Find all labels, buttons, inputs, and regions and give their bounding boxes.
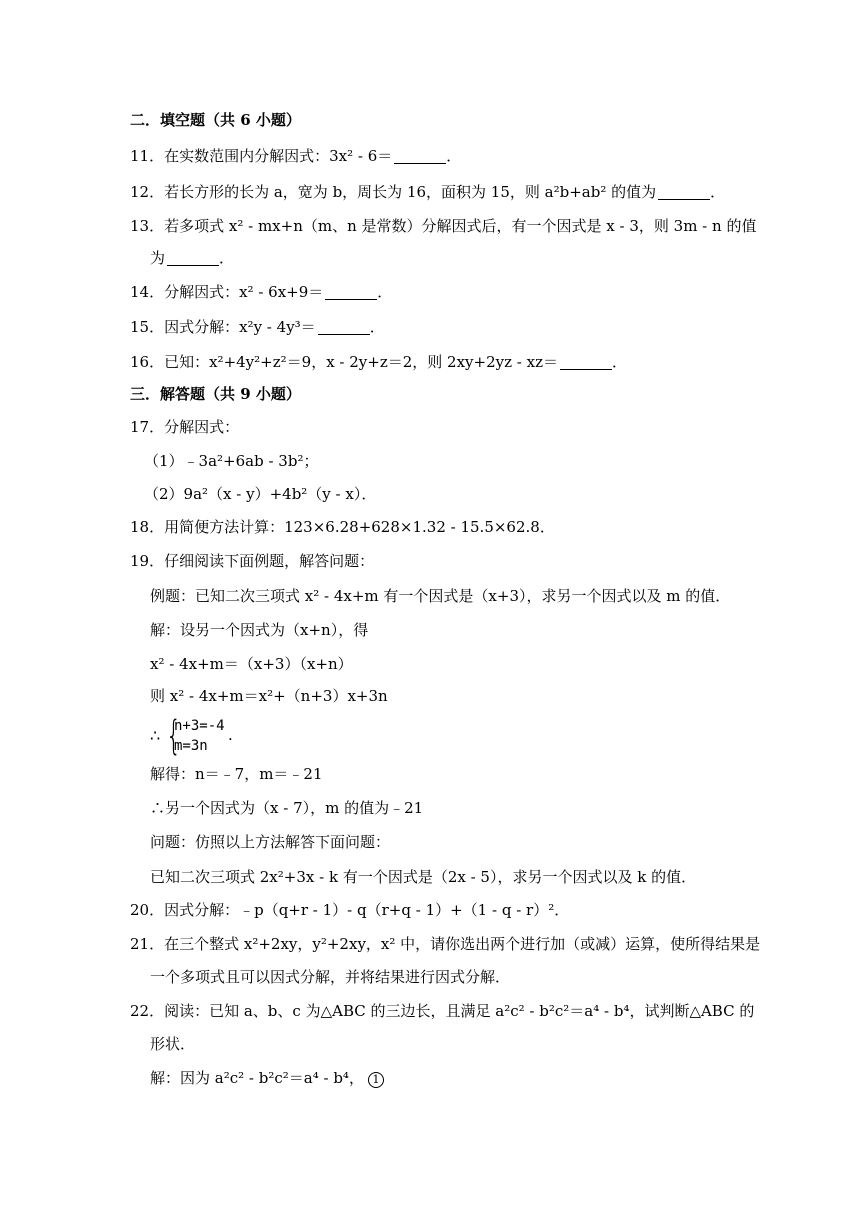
answer-blank xyxy=(325,285,377,300)
question-number: 14． xyxy=(130,283,165,301)
question-text: 分解因式：x² ‑ 6x+9＝ xyxy=(164,283,324,301)
example-equation-2: 则 x² ‑ 4x+m＝x²+（n+3）x+3n xyxy=(150,687,388,705)
question-17-part-1: （1）﹣3a²+6ab ‑ 3b²； xyxy=(144,452,319,470)
question-16: 16．已知：x²+4y²+z²＝9，x ‑ 2y+z＝2，则 2xy+2yz ‑ xz＝ ． xyxy=(130,353,628,371)
therefore-symbol: ∴ xyxy=(150,726,161,745)
answer-blank xyxy=(167,251,219,266)
question-18 xyxy=(130,517,555,537)
question-22 xyxy=(130,1001,754,1021)
question-19 xyxy=(130,551,374,571)
question-number: 19． xyxy=(130,552,165,570)
question-15: 15．因式分解：x²y ‑ 4y³＝ ． xyxy=(130,318,385,336)
answer-blank xyxy=(560,355,612,370)
example-conclusion: ∴另一个因式为（x ‑ 7），m 的值为﹣21 xyxy=(150,799,424,817)
question-text: 若长方形的长为 a，宽为 b，周长为 16，面积为 15，则 a²b+ab² 的值为 xyxy=(164,183,657,201)
question-21 xyxy=(130,934,760,954)
question-number: 15． xyxy=(130,318,165,336)
question-number: 13． xyxy=(130,217,165,235)
question-11: 11．在实数范围内分解因式：3x² ‑ 6＝ ． xyxy=(130,147,462,165)
question-number: 16． xyxy=(130,353,165,371)
question-number: 12． xyxy=(130,183,165,201)
question-text: 因式分解：﹣p（q+r ‑ 1）‑ q（r+q ‑ 1）+（1 ‑ q ‑ r）²． xyxy=(164,901,570,919)
problem-intro: 问题：仿照以上方法解答下面问题： xyxy=(150,833,391,851)
question-text: 仔细阅读下面例题，解答问题： xyxy=(164,552,375,570)
example-statement: 例题：已知二次三项式 x² ‑ 4x+m 有一个因式是（x+3），求另一个因式以及 m 的值． xyxy=(150,587,731,605)
example-solution-start: 解：设另一个因式为（x+n），得 xyxy=(150,621,369,639)
question-13-continued: 为 ． xyxy=(150,249,235,267)
system-equation-2: m=3n xyxy=(174,738,208,754)
question-22-continued: 形状． xyxy=(150,1035,196,1053)
system-equation-1: n+3=-4 xyxy=(174,718,225,734)
question-17-part-2: （2）9a²（x ‑ y）+4b²（y ‑ x）． xyxy=(144,485,377,503)
question-13 xyxy=(130,216,756,236)
question-number: 11． xyxy=(130,147,165,165)
answer-blank xyxy=(658,185,710,200)
question-number: 17． xyxy=(130,418,165,436)
question-14: 14．分解因式：x² ‑ 6x+9＝ ． xyxy=(130,283,393,301)
section-heading-solve: 三．解答题（共 9 小题） xyxy=(130,385,301,403)
example-solved-values: 解得：n＝﹣7，m＝﹣21 xyxy=(150,765,323,783)
answer-blank xyxy=(318,320,370,335)
question-text: 若多项式 x² ‑ mx+n（m、n 是常数）分解因式后，有一个因式是 x ‑ 3，则 3m ‑ n 的值 xyxy=(164,217,757,235)
question-number: 21． xyxy=(130,935,165,953)
question-number: 22． xyxy=(130,1002,165,1020)
question-text: 因式分解：x²y ‑ 4y³＝ xyxy=(164,318,316,336)
question-text: 分解因式： xyxy=(164,418,240,436)
circled-number-marker: 1 xyxy=(368,1072,384,1088)
question-text: 阅读：已知 a、b、c 为△ABC 的三边长，且满足 a²c² ‑ b²c²＝a⁴ ‑ b⁴，试判断△ABC 的 xyxy=(164,1002,755,1020)
question-22-solution: 解：因为 a²c² ‑ b²c²＝a⁴ ‑ b⁴， 1 xyxy=(150,1068,384,1088)
section-heading-fill-blank: 二．填空题（共 6 小题） xyxy=(130,111,301,129)
left-brace: { xyxy=(166,713,182,759)
question-12: 12．若长方形的长为 a，宽为 b，周长为 16，面积为 15，则 a²b+ab² 的值为 ． xyxy=(130,183,726,201)
question-text: 在三个整式 x²+2xy，y²+2xy，x² 中，请你选出两个进行加（或减）运算，使所得结果是 xyxy=(164,935,761,953)
problem-task: 已知二次三项式 2x²+3x ‑ k 有一个因式是（2x ‑ 5），求另一个因式以及 k 的值． xyxy=(150,868,697,886)
question-text: 已知：x²+4y²+z²＝9，x ‑ 2y+z＝2，则 2xy+2yz ‑ xz＝ xyxy=(164,353,558,371)
question-text: 用简便方法计算：123×6.28+628×1.32 ‑ 15.5×62.8． xyxy=(164,518,555,536)
question-17 xyxy=(130,417,239,437)
question-text: 在实数范围内分解因式：3x² ‑ 6＝ xyxy=(164,147,393,165)
example-equation-1: x² ‑ 4x+m＝（x+3）（x+n） xyxy=(150,655,353,673)
question-21-continued: 一个多项式且可以因式分解，并将结果进行因式分解． xyxy=(150,968,511,986)
equation-system: ∴ { n+3=-4 m=3n . xyxy=(150,713,233,759)
answer-blank xyxy=(394,149,446,164)
question-number: 20． xyxy=(130,901,165,919)
question-20 xyxy=(130,900,569,920)
question-number: 18． xyxy=(130,518,165,536)
